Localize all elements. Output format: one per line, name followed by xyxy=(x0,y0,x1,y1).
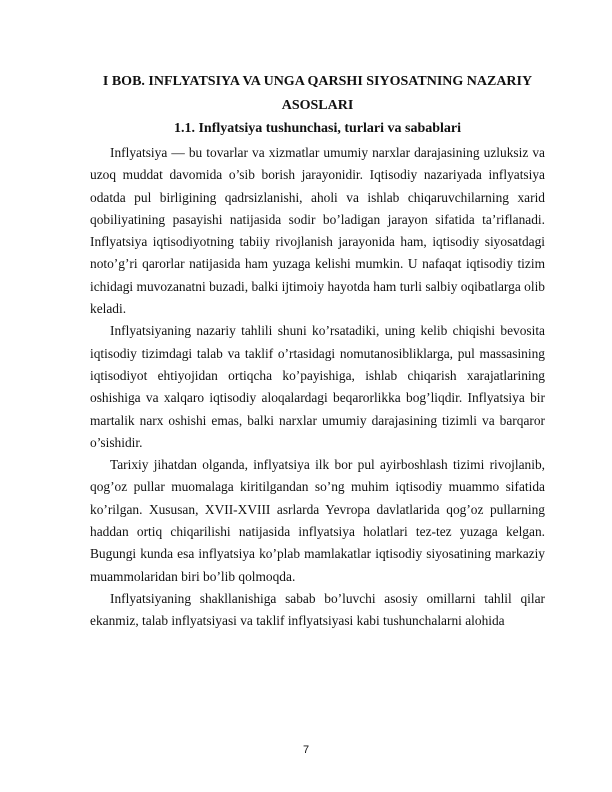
paragraph-2: Inflyatsiyaning nazariy tahlili shuni ko’rsatadiki, uning kelib chiqishi bevosita iqtisodiy tizimdagi talab va taklif o’rtasidagi nomutanosibliklarga, pul massasining iqtisodiyot ehtiyojidan ortiqcha ko’payishiga, ishlab chiqarish xarajatlarining oshishiga va xalqaro iqtisodiy aloqalardagi beqarorlikka bog’liqdir. Inflyatsiya bir martalik narx oshishi emas, balki narxlar umumiy darajasining tizimli va barqaror o’sishidir. xyxy=(90,323,545,450)
chapter-title: I BOB. INFLYATSIYA VA UNGA QARSHI SIYOSATNING NAZARIY ASOSLARI xyxy=(102,74,533,113)
body-text xyxy=(90,142,545,633)
page-number: 7 xyxy=(302,744,310,756)
paragraph-4: Inflyatsiyaning shakllanishiga sabab bo’luvchi asosiy omillarni tahlil qilar ekanmiz, talab inflyatsiyasi va taklif inflyatsiyasi kabi tushunchalarni alohida xyxy=(90,590,545,629)
paragraph-1: Inflyatsiya — bu tovarlar va xizmatlar umumiy narxlar darajasining uzluksiz va uzoq muddat davomida o’sib borish jarayonidir. Iqtisodiy nazariyada inflyatsiya odatda pul birligining qadrsizlanishi, aholi va ishlab chiqaruvchilarning xarid qobiliyatining pasayishi natijasida sodir bo’ladigan jarayon sifatida ta’riflanadi. Inflyatsiya iqtisodiyotning tabiiy rivojlanish jarayonida ham, iqtisodiy siyosatdagi noto’g’ri qarorlar natijasida ham yuzaga kelishi mumkin. U nafaqat iqtisodiy tizim ichidagi muvozanatni buzadi, balki ijtimoiy hayotda ham turli salbiy oqibatlarga olib keladi. xyxy=(90,145,545,317)
section-title: 1.1. Inflyatsiya tushunchasi, turlari va sabablari xyxy=(173,121,462,136)
paragraph-3: Tarixiy jihatdan olganda, inflyatsiya ilk bor pul ayirboshlash tizimi rivojlanib, qog’oz pullar muomalaga kiritilgandan so’ng muhim iqtisodiy muammo sifatida ko’rilgan. Xususan, XVII-XVIII asrlarda Yevropa davlatlarida qog’oz pullarning haddan ortiq chiqarilishi natijasida inflyatsiya holatlari tez-tez yuzaga kelgan. Bugungi kunda esa inflyatsiya ko’plab mamlakatlar iqtisodiy siyosatining markaziy muammolaridan biri bo’lib qolmoqda. xyxy=(90,457,545,584)
